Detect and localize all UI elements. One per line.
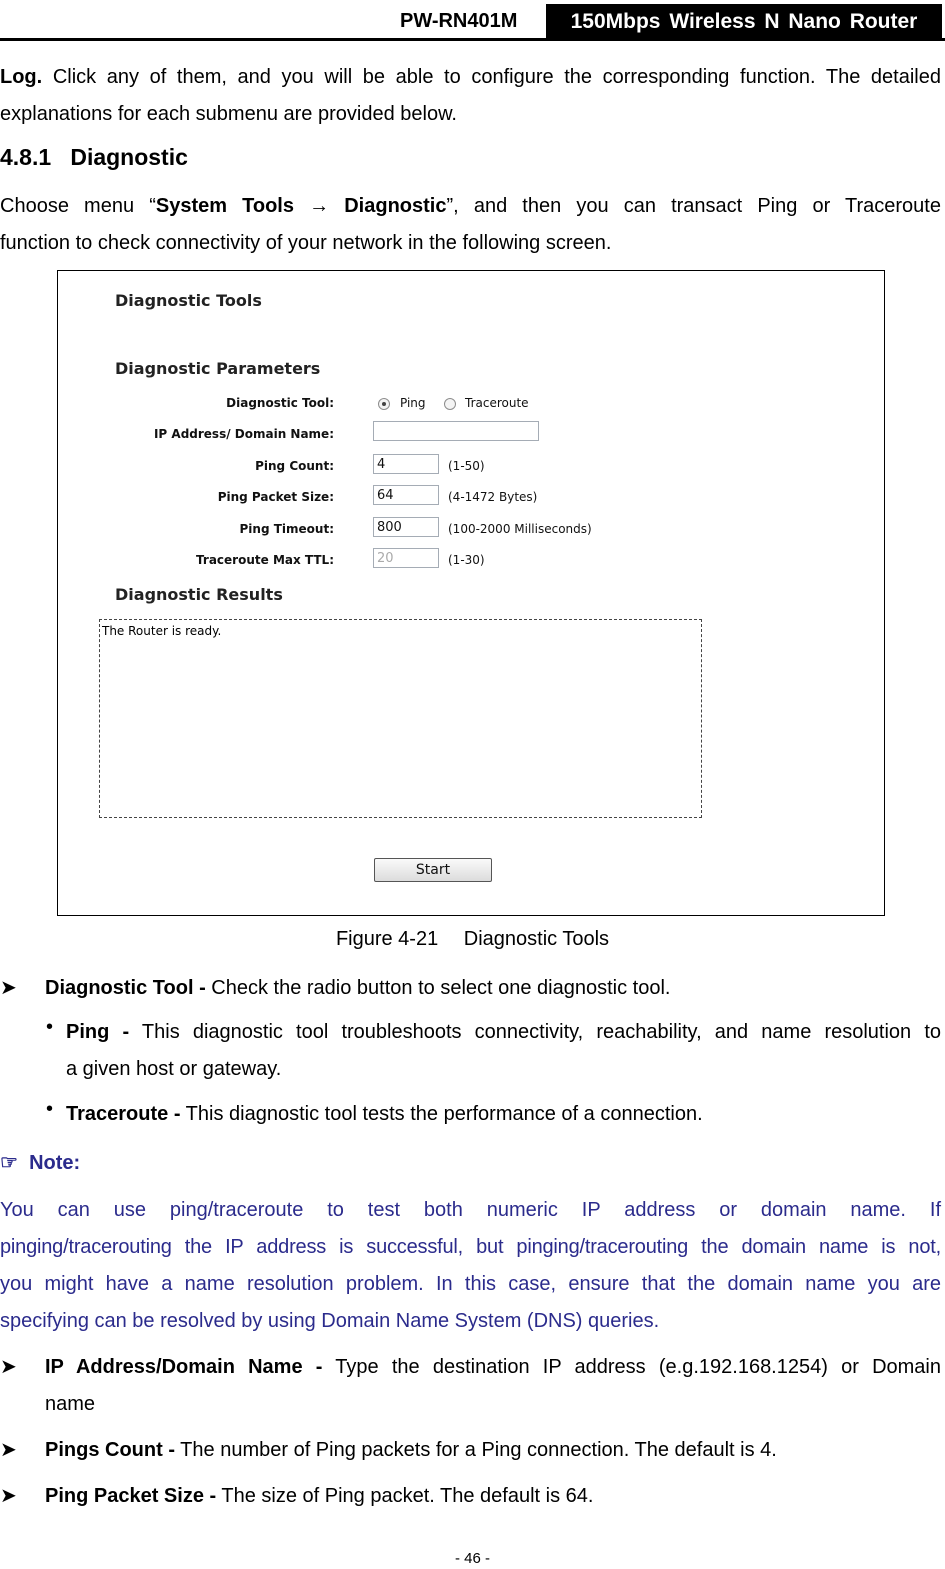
timeout-label: Ping Timeout:: [239, 522, 334, 536]
radio-ping-label: Ping: [400, 396, 426, 410]
figure-caption: Figure 4-21 Diagnostic Tools: [335, 928, 610, 950]
ip-domain-input[interactable]: [373, 421, 539, 441]
item-ping-line-1: [66, 1014, 941, 1051]
size-label: Ping Packet Size:: [217, 490, 334, 504]
item-text: This diagnostic tool tests the performance of a connection.: [180, 1103, 703, 1125]
bullet-arrow-icon: ➤: [0, 1439, 17, 1461]
intro-line-1: [0, 59, 941, 96]
diagnostic-tools-figure: [57, 270, 885, 916]
item-ping-line-2: a given host or gateway.: [66, 1058, 282, 1080]
note-heading: [0, 1150, 80, 1175]
size-hint: (4-1472 Bytes): [448, 490, 538, 504]
choose-line-2: function to check connectivity of your network in the following screen.: [0, 232, 612, 254]
choose-line-1: [0, 188, 941, 225]
item-text: This diagnostic tool troubleshoots connectivity, reachability, and name resolution to: [129, 1021, 942, 1043]
bullet-arrow-icon: ➤: [0, 1356, 17, 1378]
item-bold: Ping -: [66, 1021, 130, 1043]
item-ip-line-2: name: [45, 1393, 96, 1415]
intro-line-2: explanations for each submenu are provided below.: [0, 103, 457, 125]
item-bold: Traceroute -: [66, 1103, 181, 1125]
section-number: 4.8.1: [0, 144, 52, 170]
results-heading: Diagnostic Results: [115, 585, 283, 604]
count-label: Ping Count:: [255, 459, 334, 473]
bullet-dot-icon: •: [46, 1098, 54, 1120]
ttl-hint: (1-30): [448, 553, 485, 567]
item-bold: IP Address/Domain Name -: [45, 1356, 323, 1378]
section-heading: [0, 144, 188, 171]
item-bold: Ping Packet Size -: [45, 1485, 217, 1507]
bullet-dot-icon: •: [46, 1016, 54, 1038]
params-heading: Diagnostic Parameters: [115, 359, 321, 378]
radio-ping[interactable]: [378, 398, 390, 410]
section-title: Diagnostic: [70, 144, 188, 170]
item-traceroute: [66, 1096, 703, 1133]
item-text: The size of Ping packet. The default is 64.: [216, 1485, 594, 1507]
bullet-arrow-icon: ➤: [0, 1485, 17, 1507]
menu-diagnostic: Diagnostic: [344, 195, 447, 217]
page-number: - 46 -: [454, 1550, 490, 1567]
pointing-hand-icon: ☞: [0, 1152, 18, 1174]
max-ttl-input[interactable]: 20: [373, 548, 439, 568]
header-rule: [0, 38, 945, 41]
note-line-4: specifying can be resolved by using Domain Name System (DNS) queries.: [0, 1310, 660, 1332]
packet-size-input[interactable]: 64: [373, 485, 439, 505]
figure-heading: Diagnostic Tools: [115, 291, 262, 310]
note-label: Note:: [29, 1152, 81, 1174]
choose-prefix: Choose menu “: [0, 195, 156, 217]
item-text: Type the destination IP address (e.g.192.168.1254) or Domain: [322, 1356, 941, 1378]
choose-suffix: ”, and then you can transact Ping or Traceroute: [446, 195, 941, 217]
note-line-3: you might have a name resolution problem. In this case, ensure that the domain name you are: [0, 1273, 941, 1295]
results-text: The Router is ready.: [102, 624, 222, 638]
note-line-2: pinging/tracerouting the IP address is successful, but pinging/tracerouting the domain name is not,: [0, 1236, 941, 1258]
item-ip-line-1: [45, 1349, 941, 1386]
item-text: Check the radio button to select one diagnostic tool.: [205, 977, 671, 999]
radio-traceroute[interactable]: [444, 398, 456, 410]
radio-traceroute-label: Traceroute: [465, 396, 529, 410]
menu-system-tools: System Tools: [155, 195, 294, 217]
menu-arrow-icon: →: [309, 195, 330, 217]
item-bold: Diagnostic Tool -: [45, 977, 206, 999]
ip-label: IP Address/ Domain Name:: [153, 427, 334, 441]
timeout-hint: (100-2000 Milliseconds): [448, 522, 592, 536]
intro-text: Click any of them, and you will be able to configure the corresponding function. The detailed: [42, 66, 941, 88]
count-hint: (1-50): [448, 459, 485, 473]
timeout-input[interactable]: 800: [373, 517, 439, 537]
intro-bold: Log.: [0, 66, 43, 88]
item-diagnostic-tool: [45, 970, 670, 1007]
item-pings-count: [45, 1432, 777, 1469]
results-area: [99, 619, 702, 818]
item-bold: Pings Count -: [45, 1439, 175, 1461]
item-packet-size: [45, 1478, 593, 1515]
bullet-arrow-icon: ➤: [0, 977, 17, 999]
header-model: PW-RN401M: [400, 10, 518, 32]
tool-label: Diagnostic Tool:: [226, 396, 334, 410]
item-text: The number of Ping packets for a Ping connection. The default is 4.: [174, 1439, 777, 1461]
start-button[interactable]: Start: [374, 858, 492, 882]
header-title: 150Mbps Wireless N Nano Router: [570, 10, 918, 33]
ttl-label: Traceroute Max TTL:: [196, 553, 334, 567]
note-line-1: You can use ping/traceroute to test both numeric IP address or domain name. If: [0, 1199, 941, 1221]
ping-count-input[interactable]: 4: [373, 454, 439, 474]
